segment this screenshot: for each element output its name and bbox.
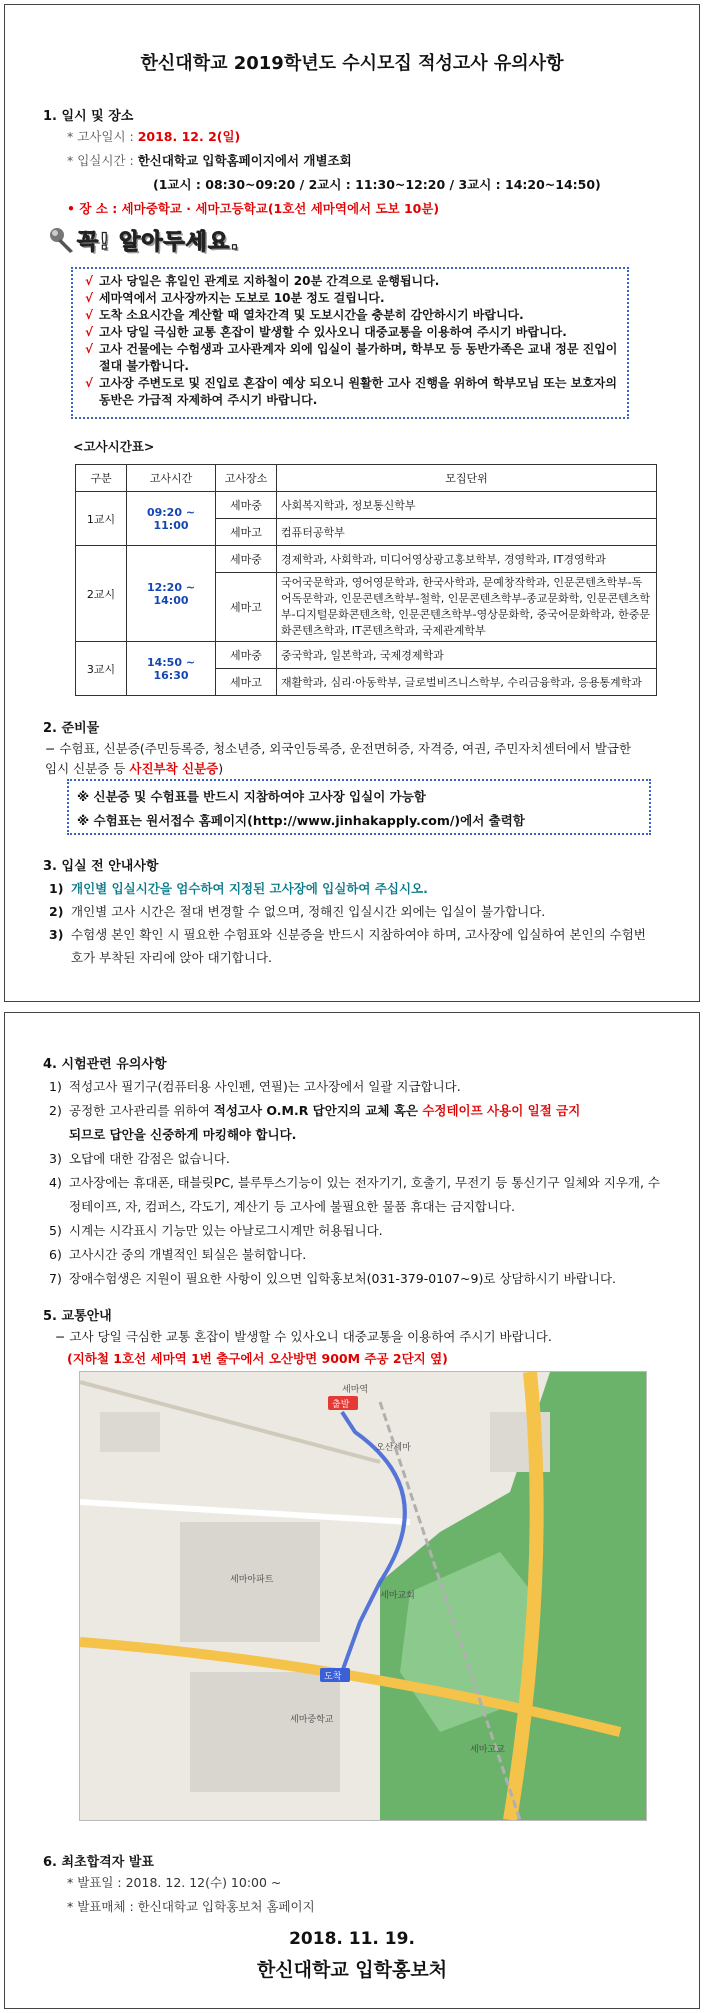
header-cell: 구분	[76, 465, 127, 492]
dept-cell: 사회복지학과, 정보통신학부	[277, 492, 657, 519]
time-cell: 12:20 ~ 14:00	[127, 546, 216, 642]
section5-heading: 5. 교통안내	[43, 1309, 112, 1324]
dept-cell: 국어국문학과, 영어영문학과, 한국사학과, 문예창작학과, 인문콘텐츠학부-독어독문학과, 인문콘텐츠학부-철학, 인문콘텐츠학부-종교문화학, 인문콘텐츠학부-디지털문화콘텐츠학, 인문콘텐츠학부-영상문화학, 중국어문화학과, 한중문화콘텐츠학과, IT콘텐츠학과, 국제관계학부	[277, 573, 657, 642]
notice-list	[85, 273, 620, 409]
time-cell: 09:20 ~ 11:00	[127, 492, 216, 546]
header-cell: 고사시간	[127, 465, 216, 492]
banner-text: 꼭! 알아두세요.	[77, 229, 240, 255]
table-header-row	[76, 465, 657, 492]
notice-item: √ 도착 소요시간을 계산할 때 열차간격 및 도보시간을 충분히 감안하시기 바랍니다.	[85, 308, 524, 322]
table-row	[76, 642, 657, 669]
notice-item: √ 세마역에서 고사장까지는 도보로 10분 정도 걸립니다.	[85, 291, 385, 305]
room-cell: 세마고	[216, 573, 277, 642]
footer-date: 2018. 11. 19.	[289, 1929, 415, 1949]
section6-heading: 6. 최초합격자 발표	[43, 1855, 154, 1870]
schedule-table	[75, 464, 657, 696]
exam-date-label: * 고사일시 :	[67, 129, 138, 144]
room-cell: 세마중	[216, 642, 277, 669]
check-icon: √	[85, 291, 94, 305]
period-cell: 1교시	[76, 492, 127, 546]
period-cell: 3교시	[76, 642, 127, 696]
time-cell: 14:50 ~ 16:30	[127, 642, 216, 696]
list-item: 2) 공정한 고사관리를 위하여 적성고사 O.M.R 답안지의 교체 혹은 수정테이프 사용이 일절 금지 되므로 답안을 신중하게 마킹해야 합니다.	[49, 1103, 581, 1142]
list-item: 3) 수험생 본인 확인 시 필요한 수험표와 신분증을 반드시 지참하여야 하며, 고사장에 입실하여 본인의 수험번호가 부착된 자리에 앉아 대기합니다.	[49, 927, 646, 965]
page-2	[4, 1012, 700, 2009]
dept-cell: 경제학과, 사회학과, 미디어영상광고홍보학부, 경영학과, IT경영학과	[277, 546, 657, 573]
section3-heading: 3. 입실 전 안내사항	[43, 859, 159, 874]
section1-heading: 1. 일시 및 장소	[43, 109, 134, 124]
notice-item: √ 고사 당일 극심한 교통 혼잡이 발생할 수 있사오니 대중교통을 이용하여 주시기 바랍니다.	[85, 325, 567, 339]
announce-date: * 발표일 : 2018. 12. 12(수) 10:00 ~	[67, 1875, 282, 1890]
list-item: 7) 장애수험생은 지원이 필요한 사항이 있으면 입학홍보처(031-379-0107~9)로 상담하시기 바랍니다.	[49, 1271, 616, 1286]
section4-heading: 4. 시험관련 유의사항	[43, 1057, 167, 1072]
dept-cell: 재활학과, 심리·아동학부, 글로벌비즈니스학부, 수리금융학과, 응용통계학과	[277, 669, 657, 696]
room-cell: 세마중	[216, 492, 277, 519]
header-cell: 모집단위	[277, 465, 657, 492]
correction-tape-warning: 수정테이프 사용이 일절 금지	[422, 1103, 581, 1118]
supplies-note: ※ 수험표는 원서접수 홈페이지(http://www.jinhakapply.com/)에서 출력함	[77, 813, 525, 828]
transport-directions: (지하철 1호선 세마역 1번 출구에서 오산방면 900M 주공 2단지 옆)	[67, 1351, 448, 1366]
photo-id-highlight: 사진부착 신분증	[129, 761, 219, 776]
map-label: 세마아파트	[230, 1575, 274, 1585]
list-item: 2) 개인별 고사 시간은 절대 변경할 수 없으며, 정해진 입실시간 외에는 입실이 불가합니다.	[49, 904, 546, 919]
announce-media: * 발표매체 : 한신대학교 입학홍보처 홈페이지	[67, 1899, 315, 1914]
list-item: 6) 고사시간 중의 개별적인 퇴실은 불허합니다.	[49, 1247, 307, 1262]
page-title: 한신대학교 2019학년도 수시모집 적성고사 유의사항	[140, 53, 564, 74]
table-row	[76, 546, 657, 573]
dept-cell: 중국학과, 일본학과, 국제경제학과	[277, 642, 657, 669]
map-label: 오산세마	[376, 1443, 411, 1453]
list-item: 3) 오답에 대한 감점은 없습니다.	[49, 1151, 230, 1166]
entry-time-line	[67, 151, 352, 169]
pin-icon	[45, 225, 77, 255]
check-icon: √	[85, 274, 94, 288]
list-item: 1) 개인별 입실시간을 엄수하여 지정된 고사장에 입실하여 주십시오.	[49, 881, 428, 896]
map-label: 세마고교	[470, 1745, 505, 1755]
table-row	[76, 492, 657, 519]
page-1	[4, 4, 700, 1002]
supplies-note: ※ 신분증 및 수험표를 반드시 지참하여야 고사장 입실이 가능함	[77, 789, 426, 804]
map-start-label: 출발	[332, 1400, 350, 1410]
entry-time-label: * 입실시간 :	[67, 153, 138, 168]
exam-date-line	[67, 127, 240, 145]
entry-guide-list	[49, 877, 649, 969]
list-item: 4) 고사장에는 휴대폰, 태블릿PC, 블루투스기능이 있는 전자기기, 호출기, 무전기 등 통신기구 일체와 지우개, 수정테이프, 자, 컴퍼스, 각도기, 계산기 등 고사에 불필요한 물품 휴대는 금지합니다.	[49, 1175, 660, 1214]
period-times: (1교시 : 08:30~09:20 / 2교시 : 11:30~12:20 / 3교시 : 14:20~14:50)	[153, 177, 601, 192]
check-icon: √	[85, 376, 94, 390]
transport-text: − 고사 당일 극심한 교통 혼잡이 발생할 수 있사오니 대중교통을 이용하여 주시기 바랍니다.	[55, 1329, 552, 1344]
notice-item: √ 고사 당일은 휴일인 관계로 지하철이 20분 간격으로 운행됩니다.	[85, 274, 440, 288]
period-cell: 2교시	[76, 546, 127, 642]
map-label: 세마역	[342, 1385, 369, 1395]
check-icon: √	[85, 308, 94, 322]
route-map	[79, 1371, 647, 1821]
notice-item: √ 고사장 주변도로 및 진입로 혼잡이 예상 되오니 원활한 고사 진행을 위하여 학부모님 또는 보호자의 동반은 가급적 자제하여 주시기 바랍니다.	[85, 376, 617, 407]
schedule-caption: <고사시간표>	[73, 439, 155, 454]
notice-item: √ 고사 건물에는 수험생과 고사관계자 외에 입실이 불가하며, 학부모 등 동반가족은 교내 정문 진입이 절대 불가합니다.	[85, 342, 618, 373]
entry-time-value: 한신대학교 입학홈페이지에서 개별조회	[137, 153, 352, 168]
check-icon: √	[85, 325, 94, 339]
check-icon: √	[85, 342, 94, 356]
exam-date-value: 2018. 12. 2(일)	[137, 129, 241, 144]
map-svg	[80, 1372, 646, 1820]
room-cell: 세마고	[216, 669, 277, 696]
room-cell: 세마고	[216, 519, 277, 546]
supplies-text: − 수험표, 신분증(주민등록증, 청소년증, 외국인등록증, 운전면허증, 자격증, 여권, 주민자치센터에서 발급한 임시 신분증 등 사진부착 신분증)	[45, 741, 632, 776]
header-cell: 고사장소	[216, 465, 277, 492]
map-label: 세마중학교	[290, 1715, 334, 1725]
list-item: 1) 적성고사 필기구(컴퓨터용 사인펜, 연필)는 고사장에서 일괄 지급합니다.	[49, 1079, 461, 1094]
section2-heading: 2. 준비물	[43, 721, 100, 736]
place-value: 세마중학교 · 세마고등학교(1호선 세마역에서 도보 10분)	[121, 201, 440, 216]
notice-banner	[45, 225, 240, 255]
dept-cell: 컴퓨터공학부	[277, 519, 657, 546]
list-item: 5) 시계는 시각표시 기능만 있는 아날로그시계만 허용됩니다.	[49, 1223, 383, 1238]
place-line	[67, 199, 439, 217]
map-end-label: 도착	[324, 1672, 342, 1682]
map-label: 세마교회	[380, 1591, 415, 1601]
exam-rules-list	[49, 1075, 669, 1291]
room-cell: 세마중	[216, 546, 277, 573]
footer-org: 한신대학교 입학홍보처	[256, 1959, 448, 1981]
place-label: • 장 소 :	[67, 201, 122, 216]
